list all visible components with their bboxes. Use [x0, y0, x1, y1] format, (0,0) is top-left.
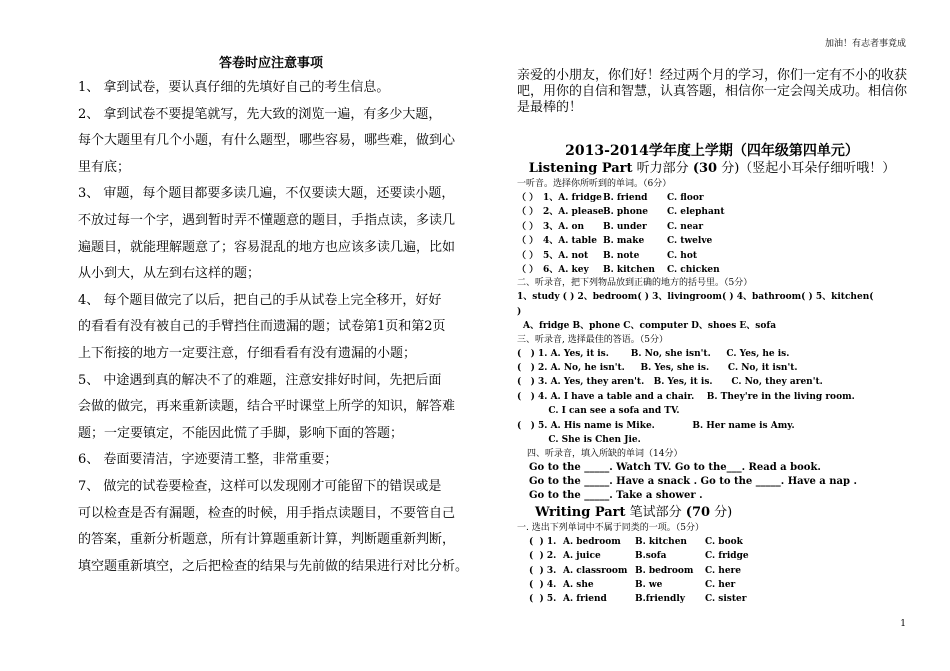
writing-heading — [517, 504, 907, 522]
notice-line: 1、 拿到试卷，要认真仔细的先填好自己的考生信息。 — [78, 80, 390, 95]
odd-one-row: ( ) 2. A. juice B.sofa C. fridge — [529, 551, 749, 562]
section-1-heading: 一听音。选择你所听到的单词。（6分） — [517, 179, 672, 189]
section-2-heading: 二、听录音，把下列物品放到正确的地方的括号里。（5分） — [517, 278, 753, 289]
match-options: A、fridge B、phone C、computer D、shoes E、sofa — [523, 321, 777, 332]
match-row-end: ) — [517, 306, 522, 317]
notice-line: 填空题重新填空，之后把检查的结果与先前做的结果进行对比分析。 — [78, 558, 469, 574]
question-row: （ ） 4、A. table B. make C. twelve — [517, 236, 713, 247]
match-row: 1、study ( ) 2、bedroom( ) 3、livingroom( ) 4、bathroom( ) 5、kitchen( — [517, 292, 874, 303]
answer-row: ( ) 5. A. His name is Mike. B. Her name is Amy. — [517, 420, 795, 431]
question-row: （ ） 1、A. fridgeB. friend C. floor — [517, 193, 704, 203]
left-column — [78, 52, 469, 580]
odd-one-row: ( ) 1. A. bedroom B. kitchen C. book — [529, 536, 743, 547]
notice-line: 的看看有没有被自己的手臂挡住而遗漏的题；试卷第1页和第2页 — [78, 319, 446, 335]
question-row: （ ） 2、A. pleaseB. phone C. elephant — [517, 207, 725, 218]
notice-line: 4、 每个题目做完了以后，把自己的手从试卷上完全移开，好好 — [78, 292, 442, 308]
notice-line: 从小到大，从左到右这样的题； — [78, 266, 261, 282]
odd-one-row: ( ) 4. A. she B. we C. her — [529, 579, 736, 590]
right-column — [517, 68, 907, 607]
notice-line: 2、 拿到试卷不要提笔就写，先大致的浏览一遍，有多少大题， — [78, 106, 442, 122]
section-5-heading: 一. 选出下列单词中不属于同类的一项。（5分） — [517, 522, 704, 533]
notice-line: 7、 做完的试卷要检查，这样可以发现刚才可能留下的错误或是 — [78, 478, 442, 494]
notice-line: 题；一定要镇定，不能因此慌了手脚，影响下面的答题； — [78, 425, 404, 441]
listening-cn: 听力部分 — [632, 161, 693, 176]
odd-one-row: ( ) 5. A. friend B.friendly C. sister — [529, 594, 747, 605]
answer-row: ( ) 4. A. I have a table and a chair. B. They're in the living room. — [517, 391, 855, 402]
exam-title: 2013-2014学年度上学期（四年级第四单元） — [565, 143, 859, 159]
notice-title: 答卷时应注意事项 — [218, 56, 323, 71]
section-3-heading: 三、听录音, 选择最佳的答语。（5分） — [517, 334, 668, 345]
notice-line: 每个大题里有几个小题，有什么题型，哪些容易，哪些难，做到心 — [78, 133, 456, 149]
answer-row: C. I can see a sofa and TV. — [517, 406, 680, 417]
listening-en: Listening Part — [528, 161, 633, 176]
answer-row: C. She is Chen Jie. — [517, 435, 641, 446]
fill-row: Go to the _____. Take a shower . — [529, 490, 703, 502]
writing-score: (70 — [685, 504, 711, 520]
question-row: （ ） 6、A. key B. kitchen C. chicken — [517, 265, 720, 276]
notice-line: 3、 审题，每个题目都要多读几遍，不仅要读大题，还要读小题， — [78, 186, 455, 202]
fill-row: Go to the _____. Have a snack . Go to the _____. Have a nap . — [529, 475, 857, 487]
answer-row: ( ) 2. A. No, he isn't. B. Yes, she is. C. No, it isn't. — [517, 363, 798, 374]
header-motto: 加油！有志者事竟成 — [824, 39, 906, 49]
notice-line: 不放过每一个字，遇到暂时弄不懂题意的题目，手指点读，多读几 — [78, 212, 456, 228]
fill-row: Go to the _____. Watch TV. Go to the___. Read a book. — [529, 461, 821, 473]
page-number: 1 — [900, 619, 906, 629]
writing-tail: 分) — [710, 504, 733, 520]
notice-line: 6、 卷面要清洁，字迹要清工整，非常重要； — [78, 452, 338, 468]
notice-line: 遍题目，就能理解题意了；容易混乱的地方也应该多读几遍，比如 — [78, 239, 456, 255]
notice-lines — [78, 75, 469, 580]
question-row: （ ） 5、A. not B. note C. hot — [517, 250, 697, 261]
notice-line: 可以检查是否有漏题，检查的时候，用手指点读题目，不要管自己 — [78, 505, 456, 521]
notice-line: 上下衔接的地方一定要注意，仔细看看有没有遗漏的小题； — [78, 345, 417, 361]
listening-heading — [517, 160, 907, 178]
intro-text: 亲爱的小朋友，你们好！经过两个月的学习，你们一定有不小的收获吧，用你的自信和智慧，认真答题，相信你一定会闯关成功。相信你是最棒的！ — [517, 68, 908, 115]
listening-tail: 分)（竖起小耳朵仔细听哦！） — [717, 161, 896, 176]
listening-score: (30 — [692, 161, 718, 176]
notice-line: 5、 中途遇到真的解决不了的难题，注意安排好时间，先把后面 — [78, 372, 442, 388]
notice-line: 里有底； — [78, 159, 131, 175]
section-4-heading: 四、听录音，填入所缺的单词（14分） — [527, 448, 683, 459]
question-row: （ ） 3、A. on B. under C. near — [517, 221, 704, 232]
writing-cn: 笔试部分 — [625, 504, 686, 520]
answer-row: ( ) 1. A. Yes, it is. B. No, she isn't. C. Yes, he is. — [517, 348, 790, 359]
notice-line: 的答案，重新分析题意，所有计算题重新计算，判断题重新判断， — [78, 532, 456, 548]
answer-row: ( ) 3. A. Yes, they aren't. B. Yes, it is. C. No, they aren't. — [517, 377, 823, 388]
notice-line: 会做的做完，再来重新读题，结合平时课堂上所学的知识，解答难 — [78, 399, 456, 415]
writing-en: Writing Part — [535, 504, 626, 520]
odd-one-row: ( ) 3. A. classroom B. bedroom C. here — [529, 565, 742, 576]
